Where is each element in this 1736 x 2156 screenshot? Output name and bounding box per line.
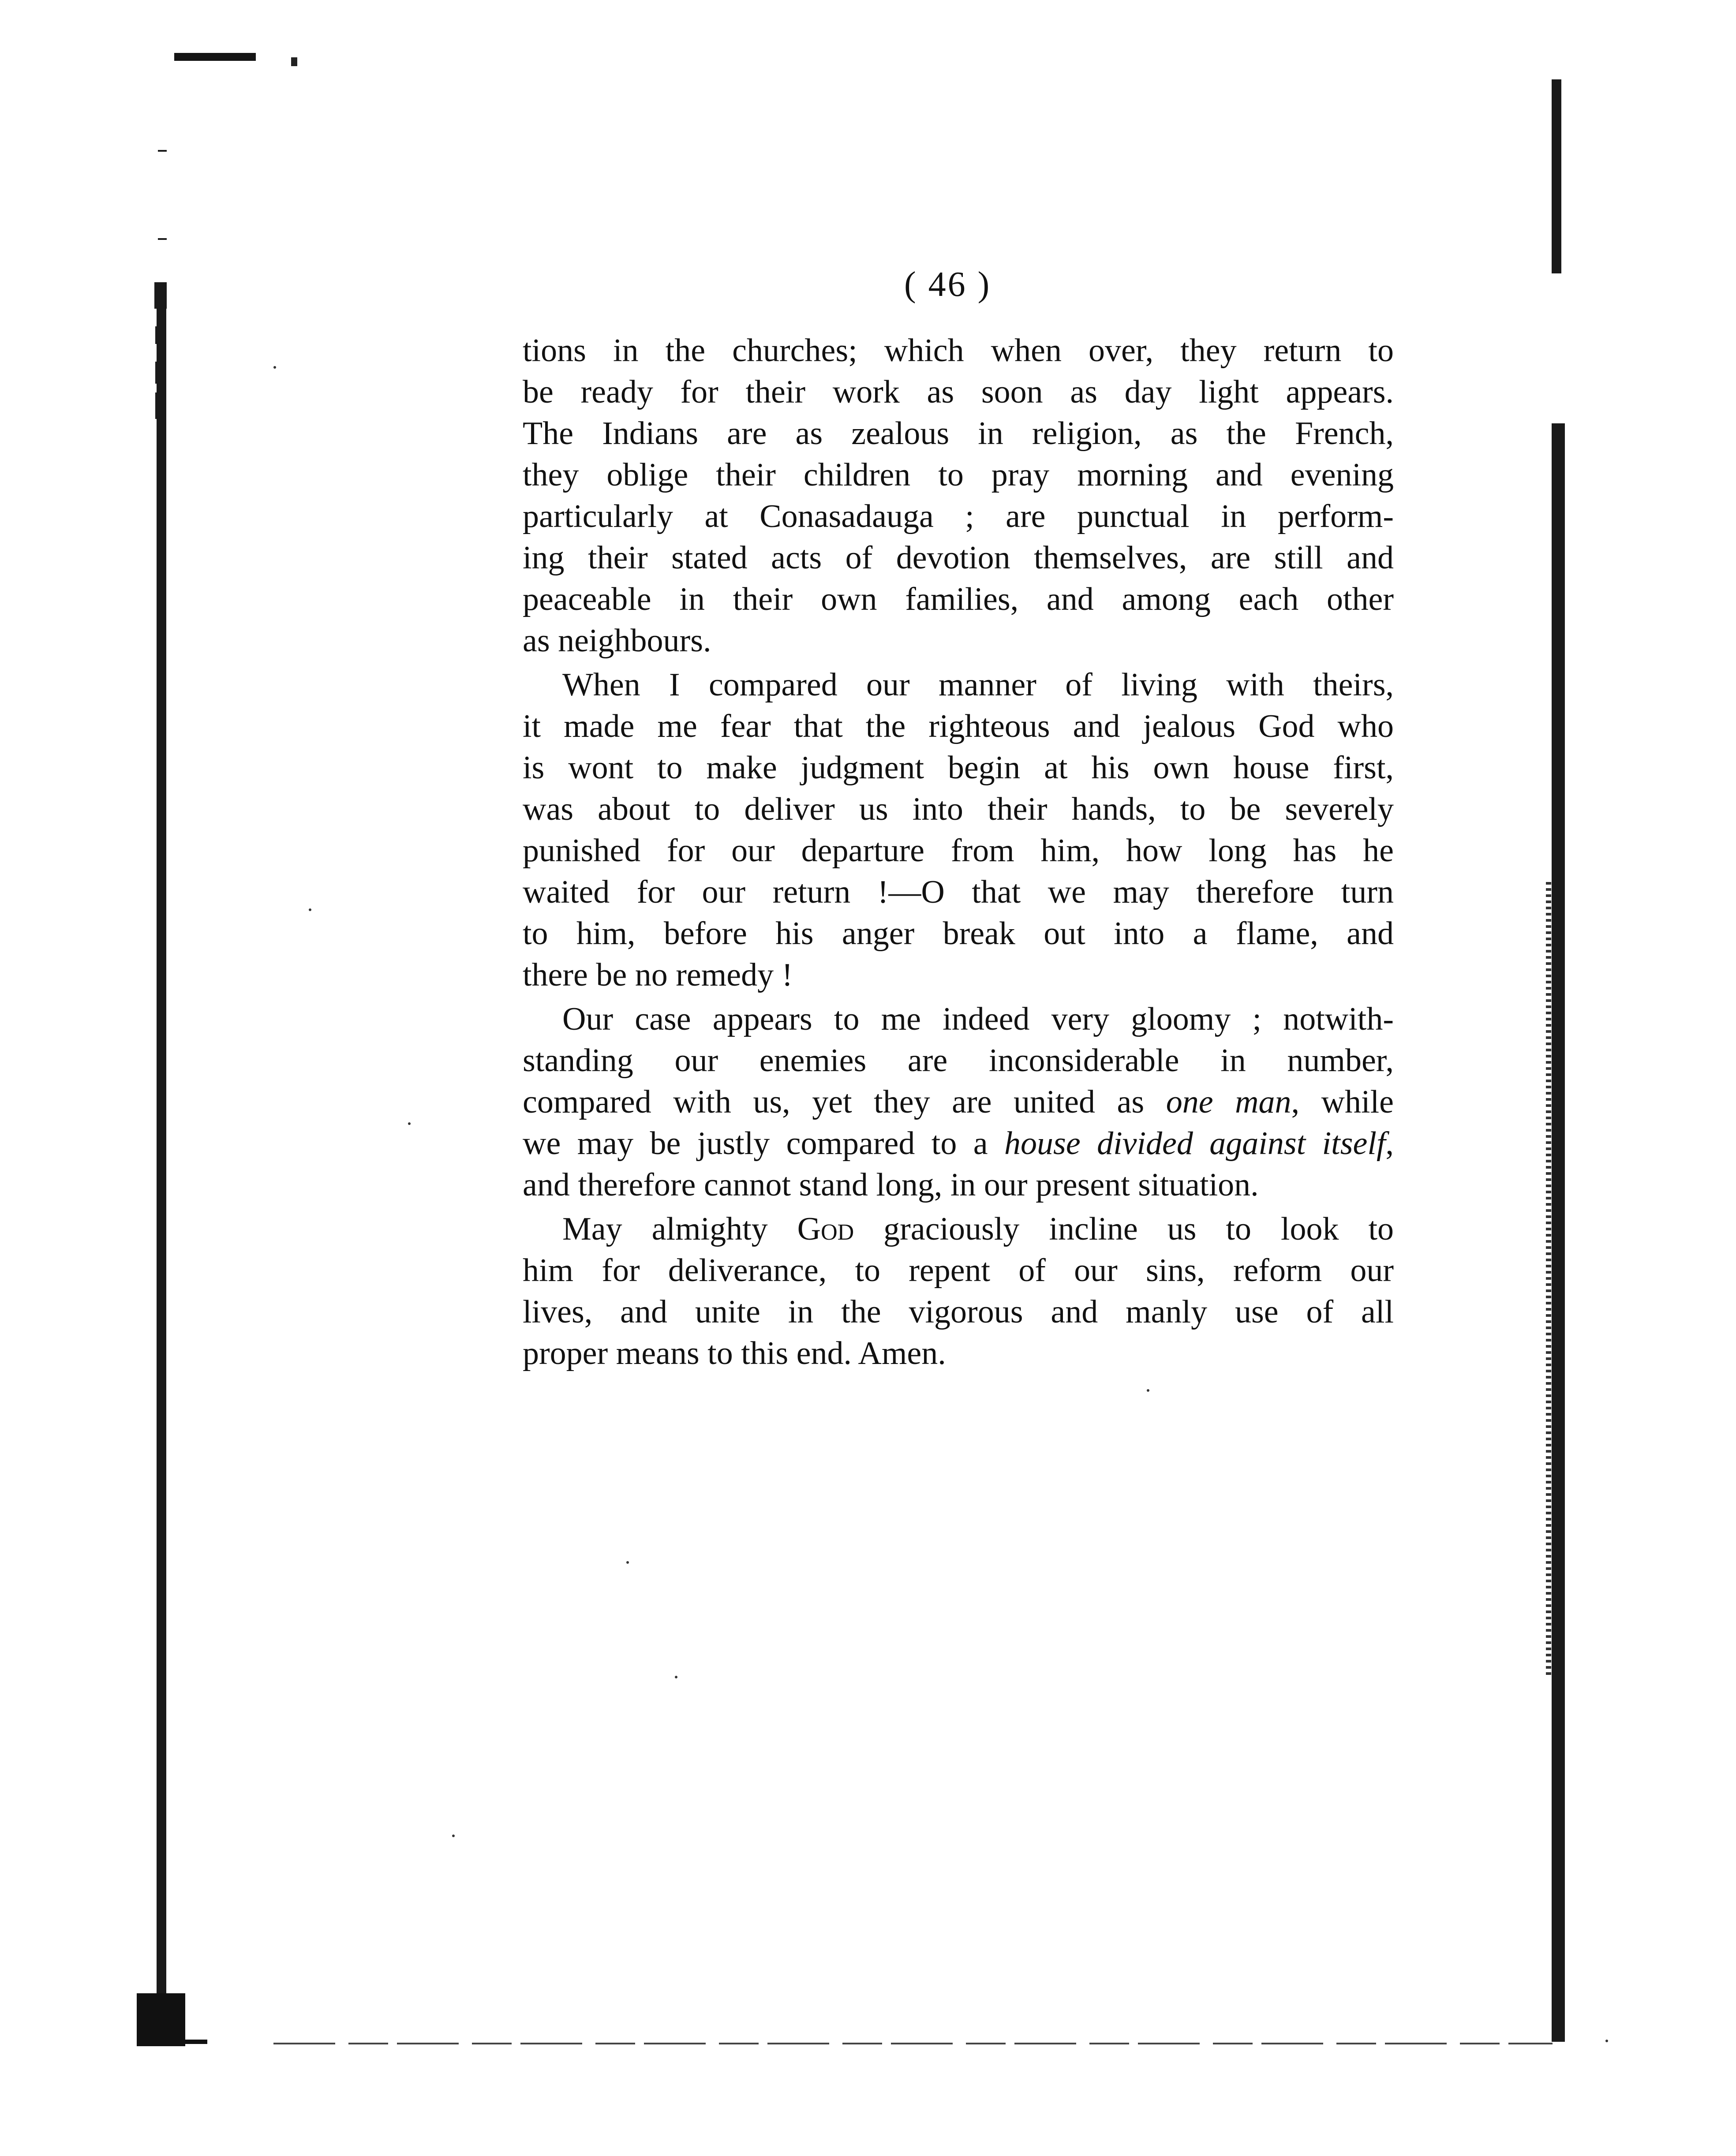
text-line: was about to deliver us into their hands, to be severely [523,791,1394,827]
text-line [523,1081,1394,1123]
bottom-edge-rule [273,2043,1553,2044]
text-line: him for deliverance, to repent of our sins, reform our [523,1252,1394,1289]
text-line: Our case appears to me indeed very gloomy ; notwith- [562,1001,1394,1037]
text-fragment: , while [1291,1084,1394,1120]
text-line: lives, and unite in the vigorous and manly use of all [523,1294,1394,1330]
text-fragment: graciously incline us to look to [854,1211,1394,1247]
text-line: punished for our departure from him, how long has he [523,833,1394,869]
text-line: proper means to this end. Amen. [523,1335,946,1371]
scan-speck [1147,1389,1149,1392]
text-line: peaceable in their own families, and among each other [523,581,1394,617]
text-line: standing our enemies are inconsiderable in number, [523,1043,1394,1079]
left-binding-fragment [155,362,166,384]
small-caps-word: God [797,1211,854,1247]
scan-speck [452,1835,455,1837]
paragraph-2 [523,664,1394,996]
left-binding-fragment [155,326,166,344]
text-line [523,1208,1394,1250]
left-binding-fragment [154,282,167,309]
text-line: tions in the churches; which when over, they return to [523,333,1394,369]
text-line: The Indians are as zealous in religion, as the French, [523,415,1394,452]
text-line [523,1123,1394,1164]
text-fragment: we may be justly compared to a [523,1125,1005,1162]
italic-phrase: house divided against itself [1004,1125,1386,1162]
right-binding-texture [1546,882,1551,1676]
paragraph-1 [523,330,1394,661]
text-fragment: , [1385,1125,1394,1162]
text-line: to him, before his anger break out into a flame, and [523,915,1394,952]
scan-speck [273,366,276,369]
paragraph-3 [523,998,1394,1206]
left-binding-base [137,1993,185,2046]
scan-speck [1605,2040,1608,2042]
italic-phrase: one man [1166,1084,1291,1120]
text-fragment: May almighty [562,1211,797,1247]
left-binding-fragment [158,238,167,240]
text-line: is wont to make judgment begin at his own house first, [523,750,1394,786]
left-binding-fragment [158,150,167,152]
text-line: ing their stated acts of devotion themselves, are still and [523,540,1394,576]
left-binding-fragment [155,392,166,419]
left-binding-edge [157,282,166,2046]
text-line: it made me fear that the righteous and jealous God who [523,708,1394,744]
text-line: there be no remedy ! [523,957,793,993]
scan-dot-top-left [291,57,297,66]
text-line: be ready for their work as soon as day light appears. [523,374,1394,410]
paragraph-4 [523,1208,1394,1374]
scan-speck [408,1122,411,1125]
text-line: When I compared our manner of living with theirs, [562,667,1394,703]
scan-speck [675,1676,677,1678]
text-line: as neighbours. [523,623,711,659]
text-fragment: compared with us, yet they are united as [523,1084,1166,1120]
text-line: waited for our return !—O that we may therefore turn [523,874,1394,910]
text-line: they oblige their children to pray morning and evening [523,457,1394,493]
right-binding-edge-top [1552,79,1561,273]
scan-mark-top-left [174,53,256,61]
right-binding-edge [1552,423,1565,2042]
text-line: and therefore cannot stand long, in our present situation. [523,1167,1259,1203]
scan-speck [626,1561,629,1564]
text-line: particularly at Conasadauga ; are punctual in perform- [523,498,1394,534]
scan-speck [309,908,311,911]
left-binding-foot [137,2040,207,2044]
page-number: ( 46 ) [904,265,991,304]
body-text [523,330,1394,1374]
